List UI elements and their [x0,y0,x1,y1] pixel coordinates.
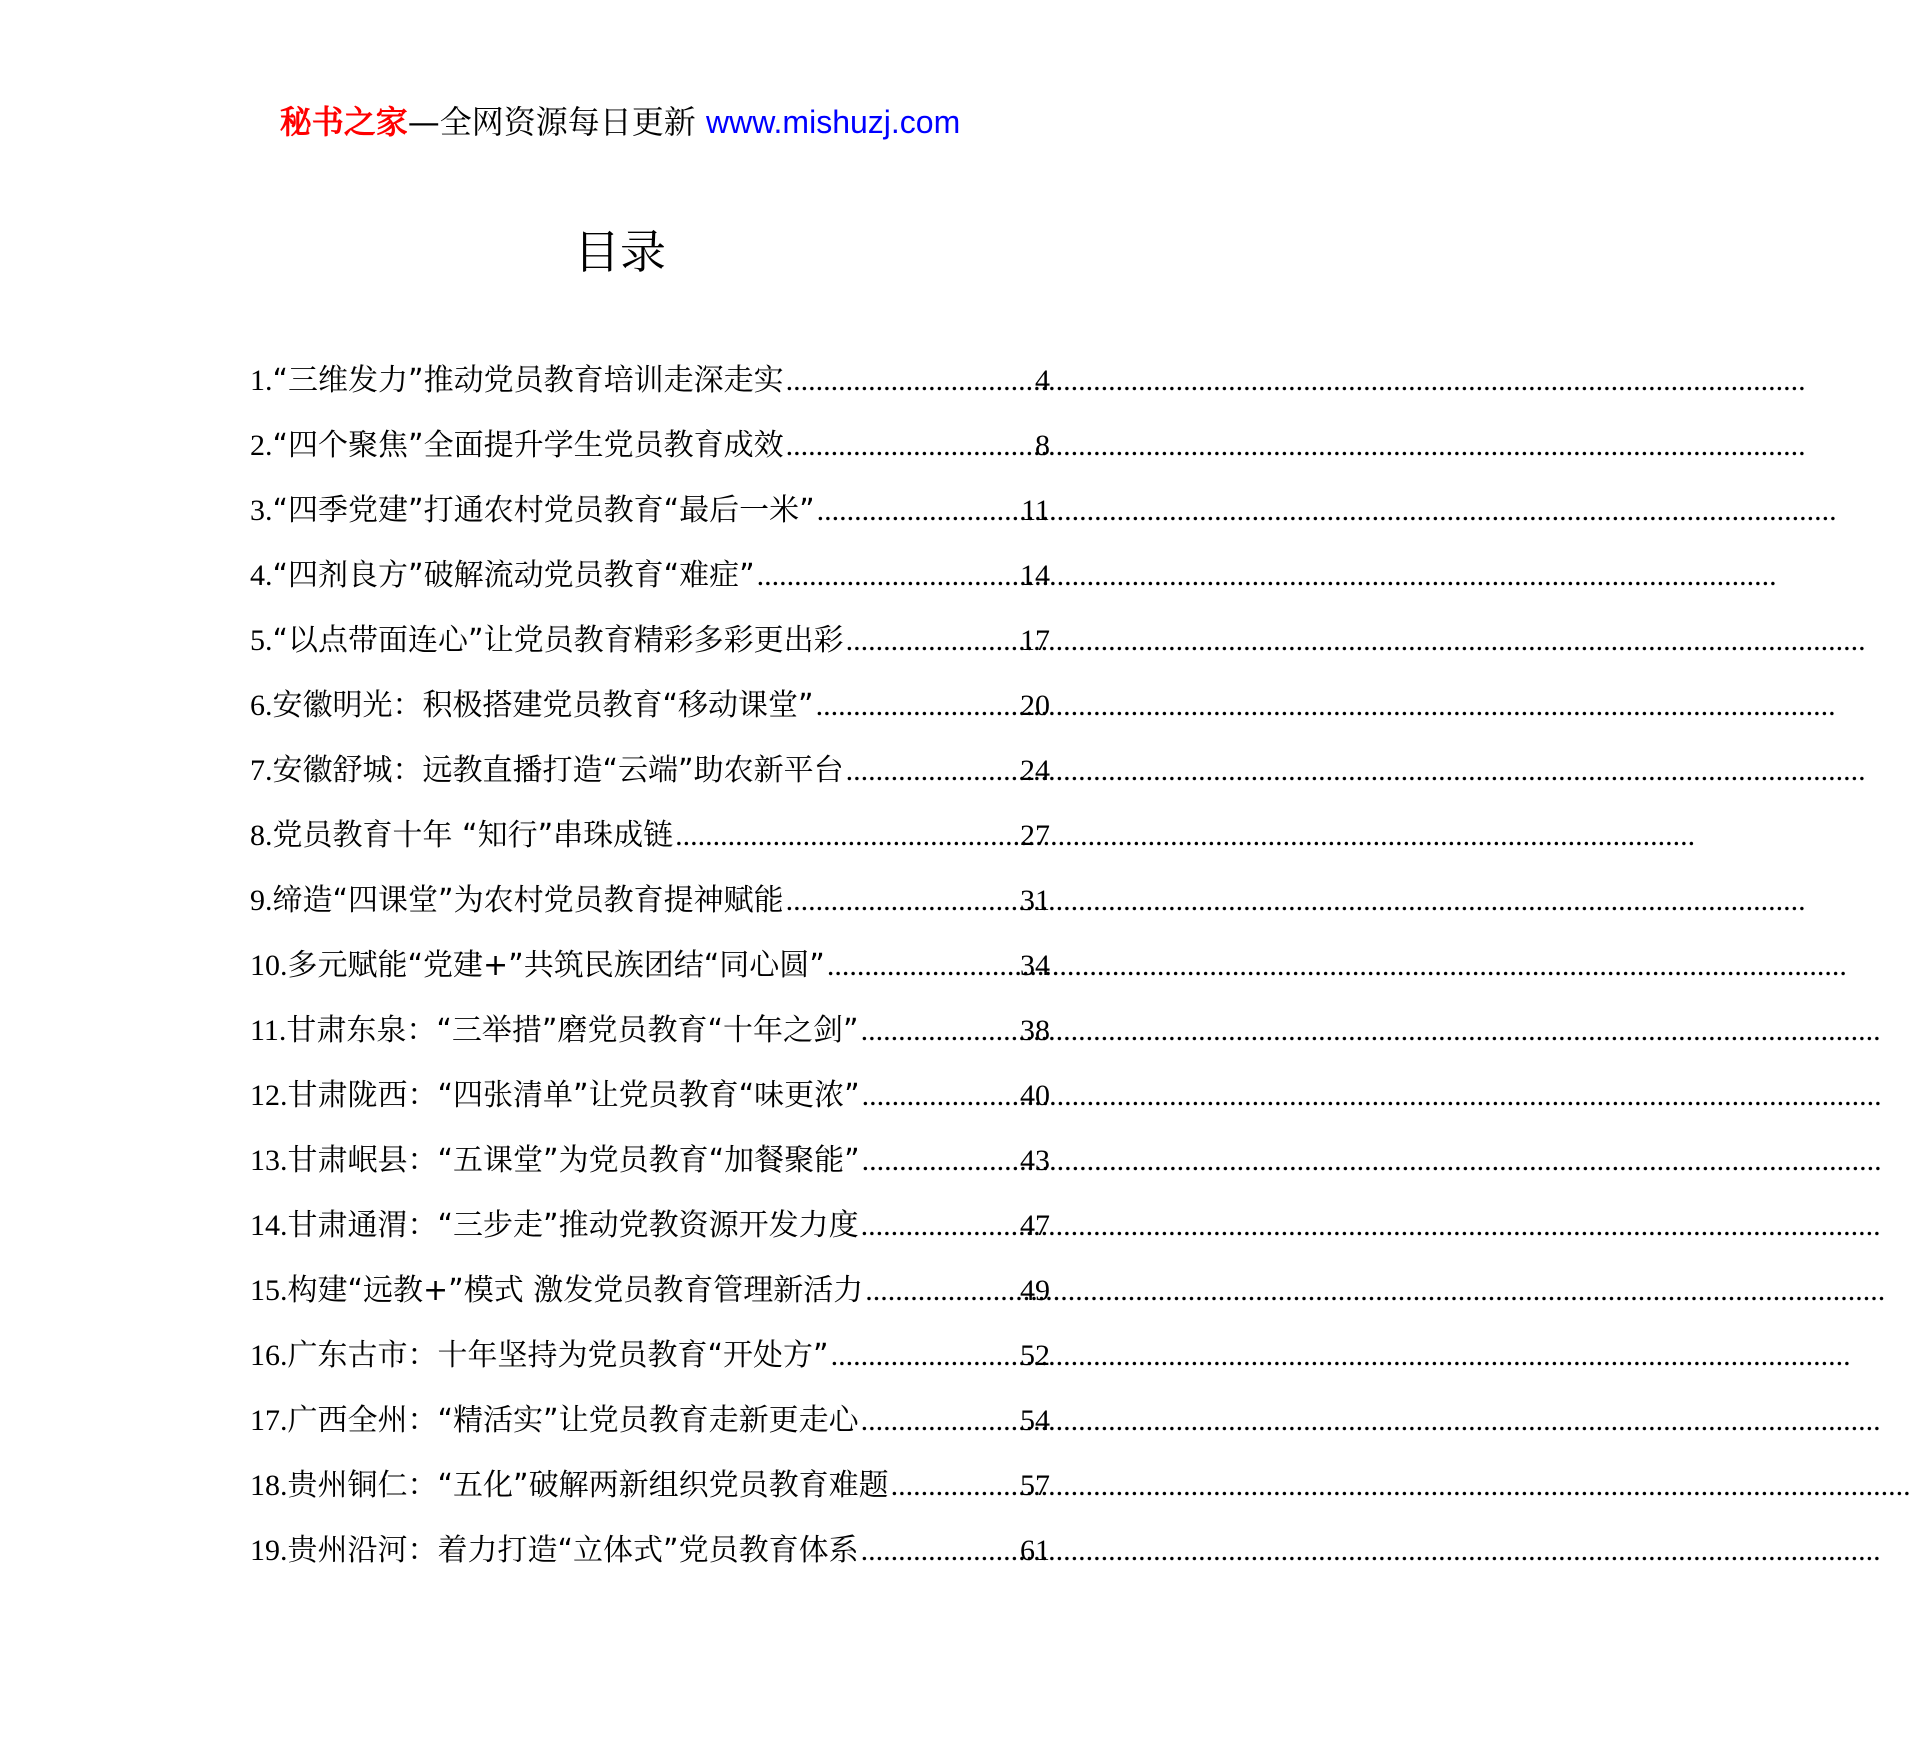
toc-entry[interactable] [250,1526,1050,1591]
toc-entry-title: 缔造“四课堂”为农村党员教育提神赋能 [272,883,784,918]
toc-entry-number: 5. [250,624,273,657]
toc-entry[interactable] [250,876,1050,941]
toc-leader-dots [865,1266,1018,1316]
toc-entry[interactable] [250,1461,1050,1526]
page-header [0,100,1240,144]
toc-entry-page: 43 [1020,1144,1050,1177]
toc-entry[interactable] [250,811,1050,876]
toc-entry-number: 4. [250,559,273,592]
toc-entry-title: 甘肃东泉：“三举措”磨党员教育“十年之剑” [286,1013,859,1048]
toc-entry-number: 14. [250,1209,288,1242]
toc-entry-title: 党员教育十年 “知行”串珠成链 [272,818,674,853]
toc-entry-title: 构建“远教+”模式 激发党员教育管理新活力 [287,1273,864,1308]
toc-entry-number: 17. [250,1404,288,1437]
toc-entry[interactable] [250,356,1050,421]
toc-entry-number: 7. [250,754,273,787]
toc-entry-title: “四季党建”打通农村党员教育“最后一米” [272,493,815,528]
toc-entry-page: 24 [1020,754,1050,787]
toc-entry-page: 14 [1020,559,1050,592]
toc-entry-title: “以点带面连心”让党员教育精彩多彩更出彩 [272,623,844,658]
toc-entry-title: 贵州沿河：着力打造“立体式”党员教育体系 [287,1533,859,1568]
toc-entry-number: 19. [250,1534,288,1567]
toc-entry-page: 8 [1035,429,1050,462]
toc-leader-dots [816,681,1018,731]
toc-entry-page: 57 [1020,1469,1050,1502]
toc-entry-page: 27 [1020,819,1050,852]
toc-leader-dots [757,551,1018,601]
toc-leader-dots [861,1526,1018,1576]
toc-entry-title: 广西全州：“精活实”让党员教育走新更走心 [287,1403,859,1438]
toc-entry[interactable] [250,551,1050,616]
toc-entry[interactable] [250,746,1050,811]
toc-entry[interactable] [250,1071,1050,1136]
toc-leader-dots [846,746,1018,796]
toc-entry-page: 52 [1020,1339,1050,1372]
toc-entry[interactable] [250,1136,1050,1201]
table-of-contents [250,356,1050,1591]
brand-name: 秘书之家 [279,103,408,141]
toc-entry-number: 11. [250,1014,287,1047]
toc-entry[interactable] [250,1396,1050,1461]
toc-entry-number: 1. [250,364,273,397]
toc-entry[interactable] [250,681,1050,746]
website-link[interactable]: www.mishuzj.com [705,104,961,140]
toc-entry-number: 10. [250,949,288,982]
toc-entry[interactable] [250,1266,1050,1331]
toc-entry[interactable] [250,421,1050,486]
toc-leader-dots [786,356,1033,406]
toc-leader-dots [817,486,1019,536]
toc-entry-number: 12. [250,1079,288,1112]
toc-entry-page: 34 [1020,949,1050,982]
toc-entry-title: “四个聚焦”全面提升学生党员教育成效 [272,428,784,463]
toc-entry[interactable] [250,1006,1050,1071]
toc-entry-page: 47 [1020,1209,1050,1242]
toc-entry-number: 13. [250,1144,288,1177]
toc-entry[interactable] [250,486,1050,551]
toc-leader-dots [846,616,1018,666]
toc-entry-title: 广东古市：十年坚持为党员教育“开处方” [287,1338,829,1373]
toc-entry-title: 多元赋能“党建+”共筑民族团结“同心圆” [287,948,825,983]
toc-entry-number: 2. [250,429,273,462]
toc-leader-dots [861,1396,1018,1446]
toc-entry-number: 18. [250,1469,288,1502]
toc-leader-dots [831,1331,1018,1381]
toc-entry-page: 17 [1020,624,1050,657]
toc-entry[interactable] [250,1201,1050,1266]
toc-leader-dots [862,1071,1018,1121]
toc-entry-title: 安徽明光：积极搭建党员教育“移动课堂” [272,688,814,723]
toc-leader-dots [861,1006,1018,1056]
page-title: 目录 [574,225,666,279]
toc-leader-dots [827,941,1018,991]
toc-entry-page: 4 [1035,364,1050,397]
toc-entry-title: 甘肃岷县：“五课堂”为党员教育“加餐聚能” [287,1143,860,1178]
toc-entry[interactable] [250,616,1050,681]
toc-entry-title: “四剂良方”破解流动党员教育“难症” [272,558,755,593]
toc-entry-number: 16. [250,1339,288,1372]
header-tagline: —全网资源每日更新 [407,103,696,141]
toc-entry-page: 11 [1021,494,1050,527]
toc-leader-dots [675,811,1018,861]
toc-entry-title: 甘肃陇西：“四张清单”让党员教育“味更浓” [287,1078,860,1113]
toc-entry-page: 54 [1020,1404,1050,1437]
toc-leader-dots [861,1201,1018,1251]
toc-entry-page: 38 [1020,1014,1050,1047]
toc-entry-page: 20 [1020,689,1050,722]
toc-entry-title: “三维发力”推动党员教育培训走深走实 [272,363,784,398]
toc-entry-page: 61 [1020,1534,1050,1567]
toc-leader-dots [891,1461,1018,1511]
toc-leader-dots [786,421,1033,471]
toc-entry-page: 40 [1020,1079,1050,1112]
toc-entry-page: 31 [1020,884,1050,917]
toc-entry-number: 15. [250,1274,288,1307]
toc-leader-dots [786,876,1018,926]
toc-entry[interactable] [250,941,1050,1006]
toc-entry-number: 9. [250,884,273,917]
toc-entry-title: 安徽舒城：远教直播打造“云端”助农新平台 [272,753,844,788]
toc-entry-number: 6. [250,689,273,722]
toc-entry-title: 甘肃通渭：“三步走”推动党教资源开发力度 [287,1208,859,1243]
toc-entry[interactable] [250,1331,1050,1396]
toc-entry-page: 49 [1020,1274,1050,1307]
toc-leader-dots [862,1136,1018,1186]
toc-entry-title: 贵州铜仁：“五化”破解两新组织党员教育难题 [287,1468,889,1503]
toc-entry-number: 8. [250,819,273,852]
toc-entry-number: 3. [250,494,273,527]
